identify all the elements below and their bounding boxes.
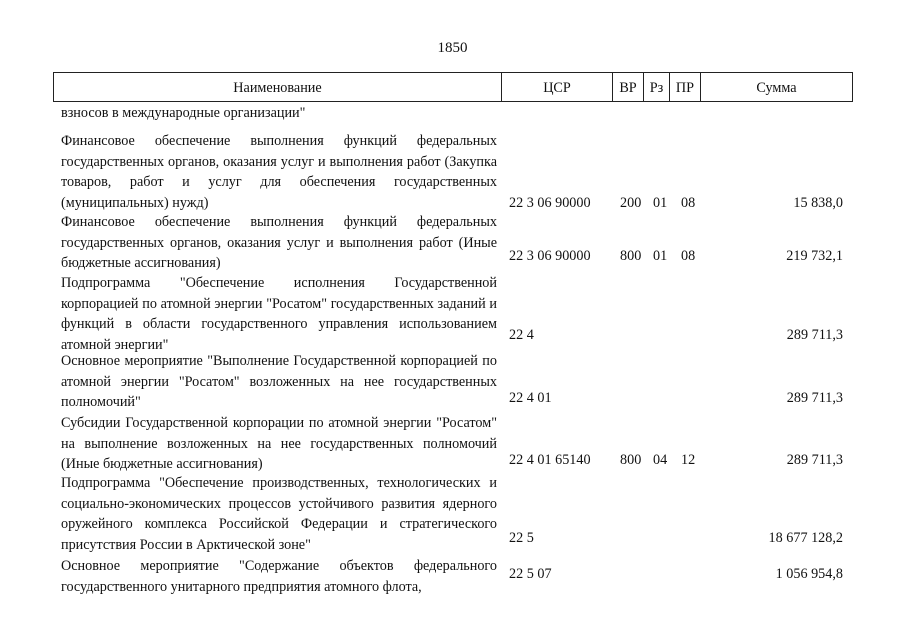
row-vr: 200 [620,194,642,211]
row-name: взносов в международные организации" [61,105,306,121]
row-csr: 22 5 07 [509,566,552,582]
row-sum: 1 056 954,8 [775,566,843,582]
row-vr: 800 [620,248,642,264]
row-csr: 22 4 01 65140 [509,452,591,468]
row-csr: 22 3 06 90000 [509,194,591,211]
header-pr: ПР [670,73,701,101]
row-sum: 219 732,1 [786,248,843,264]
row-vr: 800 [620,452,642,468]
row-sum: 15 838,0 [793,194,843,211]
row-sum: 289 711,3 [786,452,843,468]
row-name: Финансовое обеспечение выполнения функций федеральных государственных органов, оказания услуг и выполнения работ (Иные бюджетные ассигнования) [61,214,497,272]
row-name: Основное мероприятие "Содержание объектов федерального государственного унитарного предприятия атомного флота, [61,558,497,595]
row-csr: 22 4 01 [509,390,552,406]
row-pr: 08 [681,194,696,211]
row-sum: 289 711,3 [786,327,843,343]
header-rz: Рз [644,73,670,101]
row-name: Основное мероприятие "Выполнение Государственной корпорацией по атомной энергии "Росатом" возложенных на нее государственных полномочий" [61,353,497,411]
page-number: 1850 [437,40,468,56]
row-pr: 12 [681,452,696,468]
row-pr: 08 [681,248,696,264]
row-sum: 289 711,3 [786,390,843,406]
row-name: Финансовое обеспечение выполнения функций федеральных государственных органов, оказания услуг и выполнения работ (Закупка товаров, работ и услуг для обеспечения государственных (муниципальных) нужд) [61,133,497,211]
row-name: Подпрограмма "Обеспечение производственных, технологических и социально-экономических процессов устойчивого развития ядерного оружейного комплекса Российской Федерации и стратегического присутствия России в Арктической зоне" [61,475,497,553]
header-csr: ЦСР [502,73,613,101]
header-vr: ВР [613,73,644,101]
row-rz: 01 [653,248,668,264]
row-csr: 22 5 [509,530,534,546]
row-csr: 22 3 06 90000 [509,248,591,264]
row-rz: 04 [653,452,668,468]
row-csr: 22 4 [509,327,534,343]
row-rz: 01 [653,194,668,211]
row-sum: 18 677 128,2 [768,530,843,546]
row-name: Субсидии Государственной корпорации по атомной энергии "Росатом" на выполнение возложенных на нее государственных полномочий (Иные бюджетные ассигнования) [61,415,497,473]
table-header [53,72,853,102]
header-sum: Сумма [756,80,797,96]
header-name: Наименование [54,73,502,101]
row-name: Подпрограмма "Обеспечение исполнения Государственной корпорацией по атомной энергии "Росатом" государственных заданий и функций в области государственного управления использованием атомной энергии" [61,275,497,353]
